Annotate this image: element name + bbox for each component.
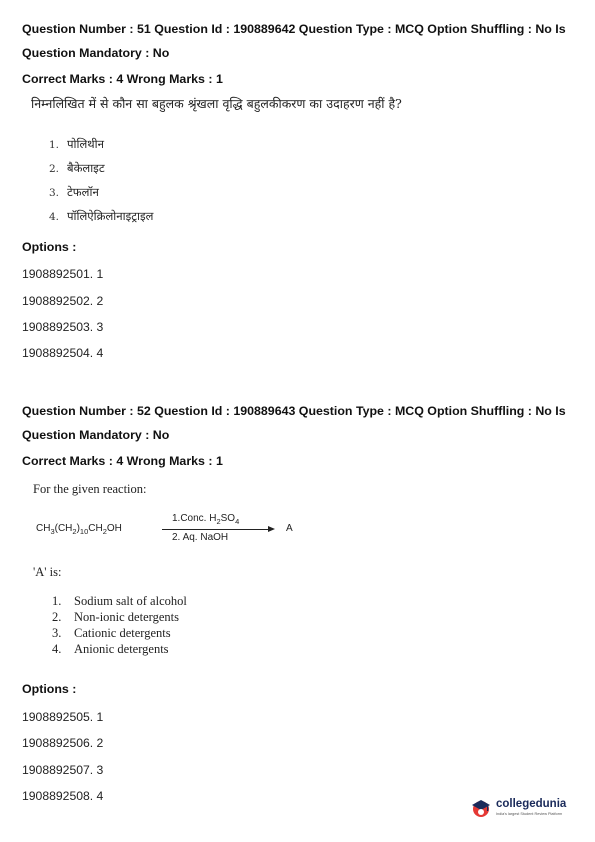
q51-choice-2 — [49, 161, 105, 176]
q52-prompt: 'A' is: — [33, 565, 62, 579]
q52-choice-1 — [52, 594, 187, 609]
choice-number: 3. — [49, 187, 60, 199]
q52-header-line2: Question Mandatory : No — [22, 428, 170, 442]
q51-header-line1: Question Number : 51 Question Id : 190889642 Question Type : MCQ Option Shuffling : No Is — [22, 22, 566, 36]
q52-intro: For the given reaction: — [33, 482, 147, 496]
q51-choice-1 — [49, 137, 104, 152]
choice-number: 1. — [52, 594, 62, 608]
q51-choice-4 — [49, 209, 153, 224]
q52-reagent-2: 2. Aq. NaOH — [172, 532, 229, 543]
q51-header-line2: Question Mandatory : No — [22, 46, 170, 60]
choice-number: 2. — [49, 163, 60, 175]
q52-choice-2 — [52, 610, 179, 625]
logo-tagline: India's largest Student Review Platform — [496, 812, 563, 816]
graduation-cap-icon — [470, 797, 492, 819]
choice-number: 1. — [49, 139, 60, 151]
q52-option-4[interactable]: 1908892508. 4 — [22, 789, 104, 803]
q51-options-label: Options : — [22, 240, 77, 254]
q51-option-2[interactable]: 1908892502. 2 — [22, 294, 104, 308]
choice-text: बैकेलाइट — [67, 161, 105, 175]
reaction-arrow — [162, 529, 272, 530]
q51-question-text: निम्नलिखित में से कौन सा बहुलक श्रृंखला वृद्धि बहुलकीकरण का उदाहरण नहीं है? — [31, 96, 402, 111]
q52-choice-3 — [52, 626, 171, 641]
choice-text: Anionic detergents — [74, 642, 169, 656]
q52-reagent-1: 1.Conc. $H_2SO_4$ — [172, 513, 240, 526]
collegedunia-logo — [470, 795, 570, 821]
q52-header-line1: Question Number : 52 Question Id : 190889643 Question Type : MCQ Option Shuffling : No Is — [22, 404, 566, 418]
q52-options-label: Options : — [22, 682, 77, 696]
q51-choice-3 — [49, 185, 99, 200]
choice-text: Sodium salt of alcohol — [74, 594, 187, 608]
choice-text: Cationic detergents — [74, 626, 171, 640]
choice-number: 2. — [52, 610, 62, 624]
choice-text: पॉलिऐक्रिलोनाइट्राइल — [67, 209, 154, 223]
q51-option-3[interactable]: 1908892503. 3 — [22, 320, 104, 334]
logo-name: collegedunia — [496, 798, 567, 810]
q52-product: A — [286, 523, 293, 534]
choice-text: टेफलॉन — [67, 185, 99, 199]
choice-number: 4. — [52, 642, 62, 656]
q52-choice-4 — [52, 642, 169, 657]
reaction-arrow-head — [268, 526, 275, 532]
q52-marks: Correct Marks : 4 Wrong Marks : 1 — [22, 454, 223, 468]
choice-text: पोलिथीन — [67, 137, 104, 151]
choice-number: 3. — [52, 626, 62, 640]
q52-option-2[interactable]: 1908892506. 2 — [22, 736, 104, 750]
q52-reactant: $CH_3(CH_2)_{10}CH_2OH$ — [36, 523, 122, 536]
choice-number: 4. — [49, 211, 60, 223]
q51-option-4[interactable]: 1908892504. 4 — [22, 346, 104, 360]
q52-option-3[interactable]: 1908892507. 3 — [22, 763, 104, 777]
choice-text: Non-ionic detergents — [74, 610, 179, 624]
q51-marks: Correct Marks : 4 Wrong Marks : 1 — [22, 72, 223, 86]
q52-option-1[interactable]: 1908892505. 1 — [22, 710, 104, 724]
q51-option-1[interactable]: 1908892501. 1 — [22, 267, 104, 281]
